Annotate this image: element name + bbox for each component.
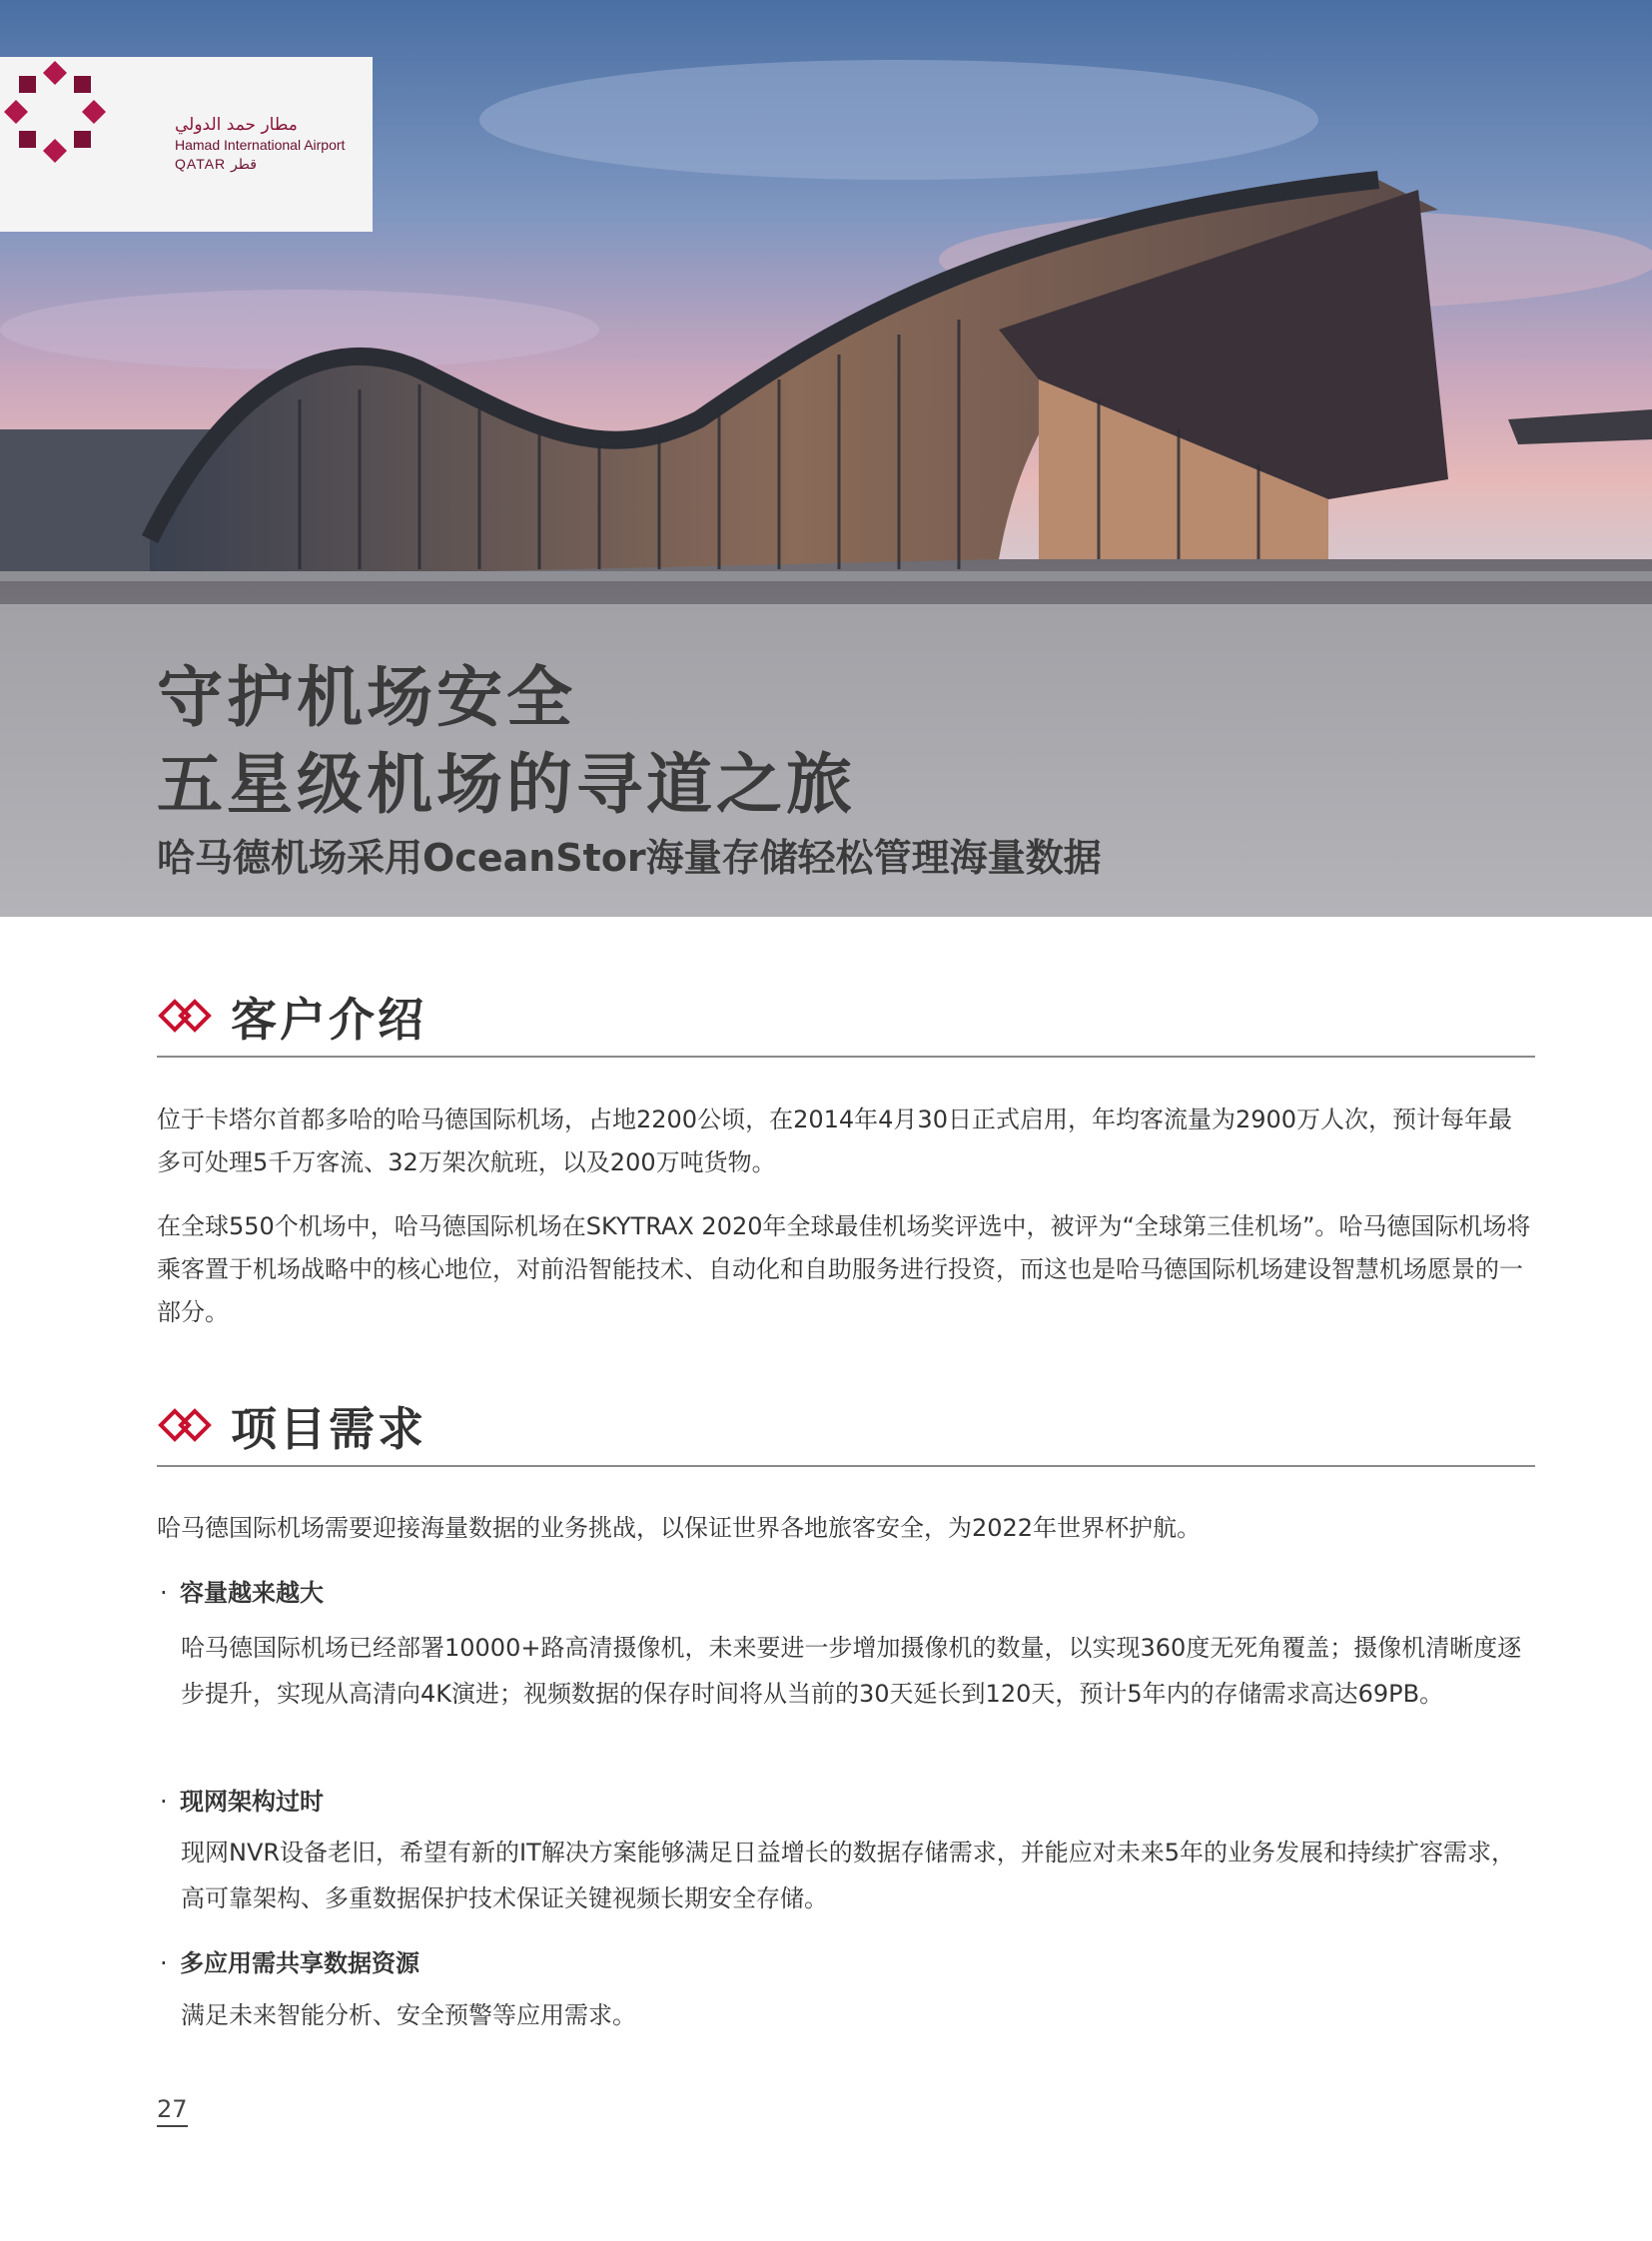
page-number: 27 xyxy=(157,2095,188,2127)
airport-logo xyxy=(0,57,373,232)
bullet-text: 满足未来智能分析、安全预警等应用需求。 xyxy=(181,2001,636,2029)
section-title: 项目需求 xyxy=(231,1402,426,1456)
bullet-title: · 现网架构过时 xyxy=(160,1788,324,1816)
main-title-line-2: 五星级机场的寻道之旅 xyxy=(157,746,856,823)
paragraph: 哈马德国际机场需要迎接海量数据的业务挑战，以保证世界各地旅客安全，为2022年世界杯护航。 xyxy=(157,1514,1202,1542)
paragraph: 在全球550个机场中，哈马德国际机场在SKYTRAX 2020年全球最佳机场奖评选中，被评为“全球第三佳机场”。哈马德国际机场将乘客置于机场战略中的核心地位，对前沿智能技术、自动化和自助服务进行投资，而这也是哈马德国际机场建设智慧机场愿景的一部分。 xyxy=(157,1212,1531,1326)
section-header-customer xyxy=(157,984,1535,1058)
diamond-link-icon xyxy=(157,996,217,1036)
paragraph: 位于卡塔尔首都多哈的哈马德国际机场，占地2200公顷，在2014年4月30日正式启用，年均客流量为2900万人次，预计每年最多可处理5千万客流、32万架次航班，以及200万吨货物。 xyxy=(157,1106,1513,1176)
bullet-title: · 容量越来越大 xyxy=(160,1579,324,1607)
diamond-link-icon xyxy=(157,1405,217,1445)
bullet-title: · 多应用需共享数据资源 xyxy=(160,1949,419,1977)
bullet-text: 哈马德国际机场已经部署10000+路高清摄像机，未来要进一步增加摄像机的数量，以实现360度无死角覆盖；摄像机清晰度逐步提升，实现从高清向4K演进；视频数据的保存时间将从当前的30天延长到120天，预计5年内的存储需求高达69PB。 xyxy=(181,1634,1522,1708)
hamad-airport-logo-icon xyxy=(0,57,110,167)
bullet-text: 现网NVR设备老旧，希望有新的IT解决方案能够满足日益增长的数据存储需求，并能应对未来5年的业务发展和持续扩容需求，高可靠架构、多重数据保护技术保证关键视频长期安全存储。 xyxy=(181,1839,1516,1912)
hero-banner xyxy=(0,0,1652,917)
main-title-line-1: 守护机场安全 xyxy=(157,659,576,736)
logo-arabic-text: مطار حمد الدولي xyxy=(175,115,298,135)
section-title: 客户介绍 xyxy=(231,993,426,1047)
logo-english-text: Hamad International Airport xyxy=(175,137,346,153)
logo-country-text: QATAR قطر xyxy=(175,156,257,172)
section-header-requirements xyxy=(157,1393,1535,1467)
subtitle: 哈马德机场采用OceanStor海量存储轻松管理海量数据 xyxy=(157,836,1102,880)
